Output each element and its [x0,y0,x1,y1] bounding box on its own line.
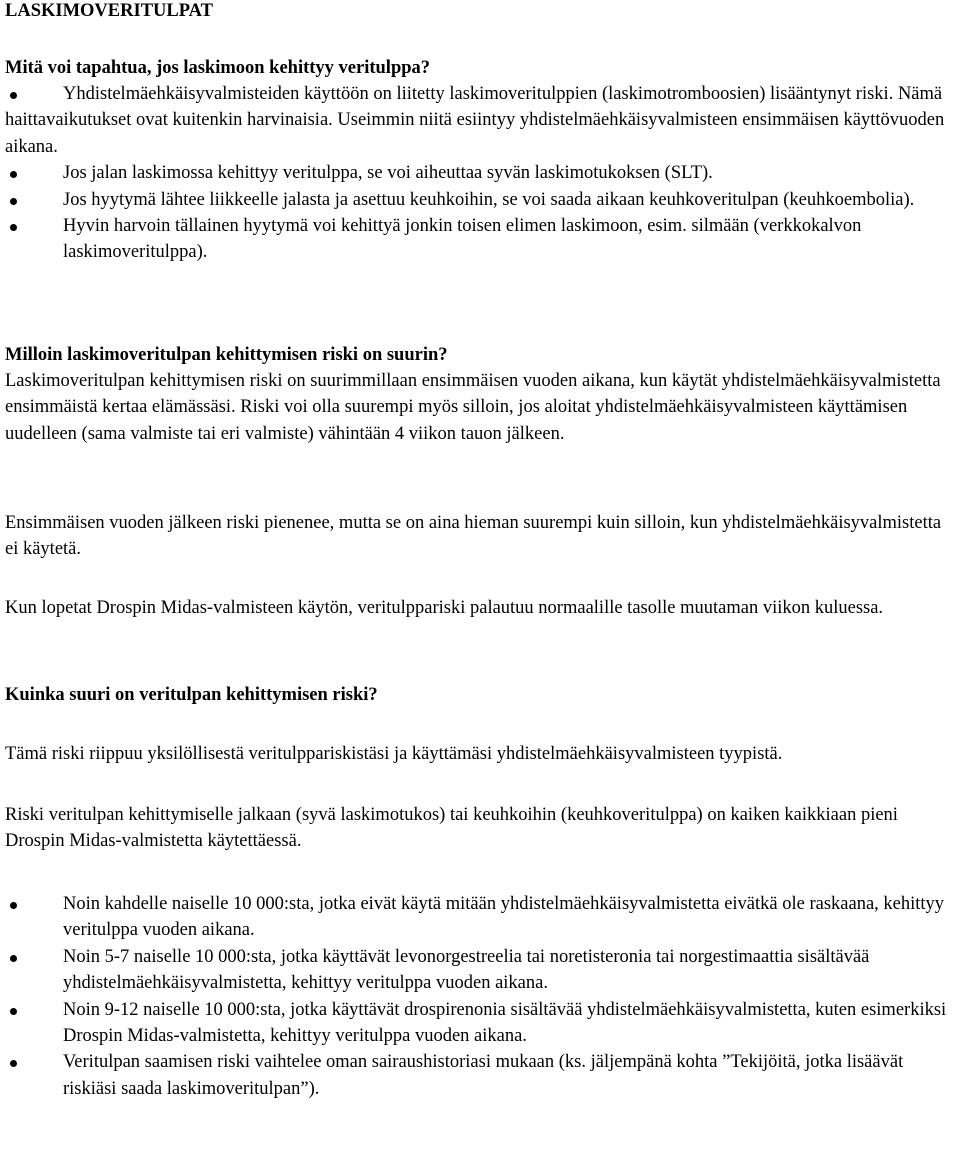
bullet-icon [10,1008,17,1015]
list-item-text: Noin 9-12 naiselle 10 000:sta, jotka käyttävät drospirenonia sisältävää yhdistelmäehkäisyvalmistetta, kuten esimerkiksi Drospin Midas-valmistetta, kehittyy veritulppa vuoden aikana. [63,999,947,1047]
document-title: LASKIMOVERITULPAT [5,1,213,21]
section1-bullet-list [5,81,952,266]
section-heading-how-big-risk: Kuinka suuri on veritulpan kehittymisen riski? [5,685,378,705]
paragraph: Kun lopetat Drospin Midas-valmisteen käytön, veritulppariski palautuu normaalille tasolle muutaman viikon kuluessa. [5,598,884,618]
bullet-icon [10,1060,17,1067]
list-item [5,1049,952,1102]
list-item-text: Yhdistelmäehkäisyvalmisteiden käyttöön on liitetty laskimoveritulppien (laskimotromboosien) lisääntynyt riski. Nämä haittavaikutukset ovat kuitenkin harvinaisia. Useimmin niitä esiintyy yhdistelmäehkäisyvalmisteen ensimmäisen käyttövuoden aikana. [5,84,945,157]
list-item-text: Noin 5-7 naiselle 10 000:sta, jotka käyttävät levonorgestreelia tai noretisteronia tai norgestimaattia sisältävää yhdistelmäehkäisyvalmistetta, kehittyy veritulppa vuoden aikana. [63,946,870,994]
list-item-text: Noin kahdelle naiselle 10 000:sta, jotka eivät käytä mitään yhdistelmäehkäisyvalmistetta eivätkä ole raskaana, kehittyy veritulppa vuoden aikana. [63,894,945,941]
paragraph: Riski veritulpan kehittymiselle jalkaan (syvä laskimotukos) tai keuhkoihin (keuhkoveritulppa) on kaiken kaikkiaan pieni Drospin Midas-valmistetta käytettäessä. [5,805,898,852]
list-item [5,187,952,213]
bullet-icon [10,92,17,99]
list-item [5,997,952,1050]
paragraph: Ensimmäisen vuoden jälkeen riski pienenee, mutta se on aina hieman suurempi kuin silloin, kun yhdistelmäehkäisyvalmistetta ei käytetä. [5,513,942,560]
list-item [5,160,952,186]
bullet-icon [10,902,17,909]
section-heading-what-can-happen: Mitä voi tapahtua, jos laskimoon kehittyy veritulppa? [5,58,431,78]
bullet-icon [10,224,17,231]
bullet-icon [10,171,17,178]
list-item [5,944,952,997]
list-item-text: Veritulpan saamisen riski vaihtelee oman sairaushistoriasi mukaan (ks. jäljempänä kohta ”Tekijöitä, jotka lisäävät riskiäsi saada laskimoveritulpan”). [63,1052,904,1099]
list-item-text: Hyvin harvoin tällainen hyytymä voi kehittyä jonkin toisen elimen laskimoon, esim. silmään (verkkokalvon laskimoveritulppa). [63,216,862,263]
section3-bullet-list [5,891,952,1102]
section-heading-when-highest-risk: Milloin laskimoveritulpan kehittymisen riski on suurin? [5,345,448,365]
bullet-icon [10,955,17,962]
list-item [5,81,952,160]
paragraph: Laskimoveritulpan kehittymisen riski on suurimmillaan ensimmäisen vuoden aikana, kun käytät yhdistelmäehkäisyvalmistetta ensimmäistä kertaa elämässäsi. Riski voi olla suurempi myös silloin, jos aloitat yhdistelmäehkäisyvalmisteen käyttämisen uudelleen (sama valmiste tai eri valmiste) vähintään 4 viikon tauon jälkeen. [5,371,941,444]
list-item-text: Jos jalan laskimossa kehittyy veritulppa, se voi aiheuttaa syvän laskimotukoksen (SLT). [63,163,713,184]
list-item-text: Jos hyytymä lähtee liikkeelle jalasta ja asettuu keuhkoihin, se voi saada aikaan keuhkoveritulpan (keuhkoembolia). [63,189,915,210]
paragraph: Tämä riski riippuu yksilöllisestä veritulppariskistäsi ja käyttämäsi yhdistelmäehkäisyvalmisteen tyypistä. [5,744,783,764]
list-item [5,213,952,266]
bullet-icon [10,198,17,205]
list-item [5,891,952,944]
